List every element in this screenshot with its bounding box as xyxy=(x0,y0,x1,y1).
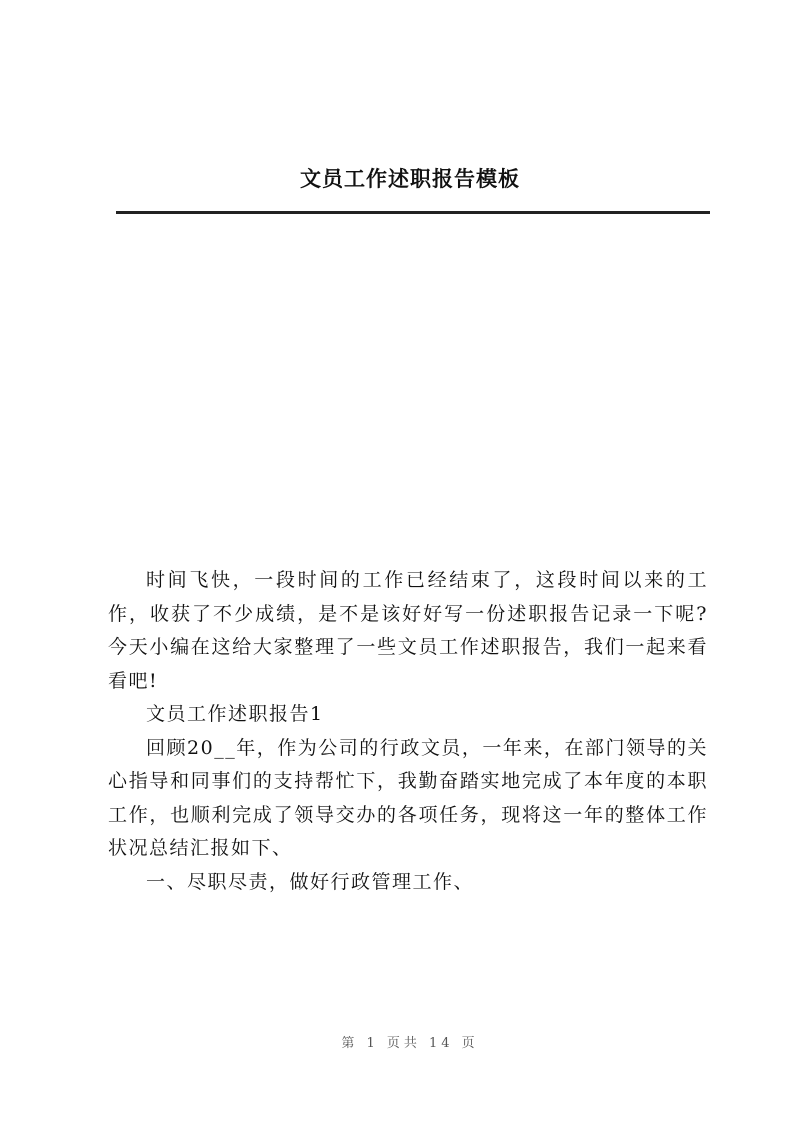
page-title: 文员工作述职报告模板 xyxy=(300,166,520,191)
title-underline xyxy=(116,211,710,214)
document-body xyxy=(108,564,708,899)
page-number-footer: 第 1 页共 14 页 xyxy=(341,1036,479,1051)
subsection-heading: 一、尽职尽责，做好行政管理工作、 xyxy=(146,870,475,893)
section-heading-report-1: 文员工作述职报告1 xyxy=(146,703,324,725)
intro-paragraph: 时间飞快，一段时间的工作已经结束了，这段时间以来的工作，收获了不少成绩，是不是该好好写一份述职报告记录一下呢?今天小编在这给大家整理了一些文员工作述职报告，我们一起来看看吧! xyxy=(108,569,708,692)
report-paragraph: 回顾20__年，作为公司的行政文员，一年来，在部门领导的关心指导和同事们的支持帮忙下，我勤奋踏实地完成了本年度的本职工作，也顺利完成了领导交办的各项任务，现将这一年的整体工作状况总结汇报如下、 xyxy=(108,736,708,859)
